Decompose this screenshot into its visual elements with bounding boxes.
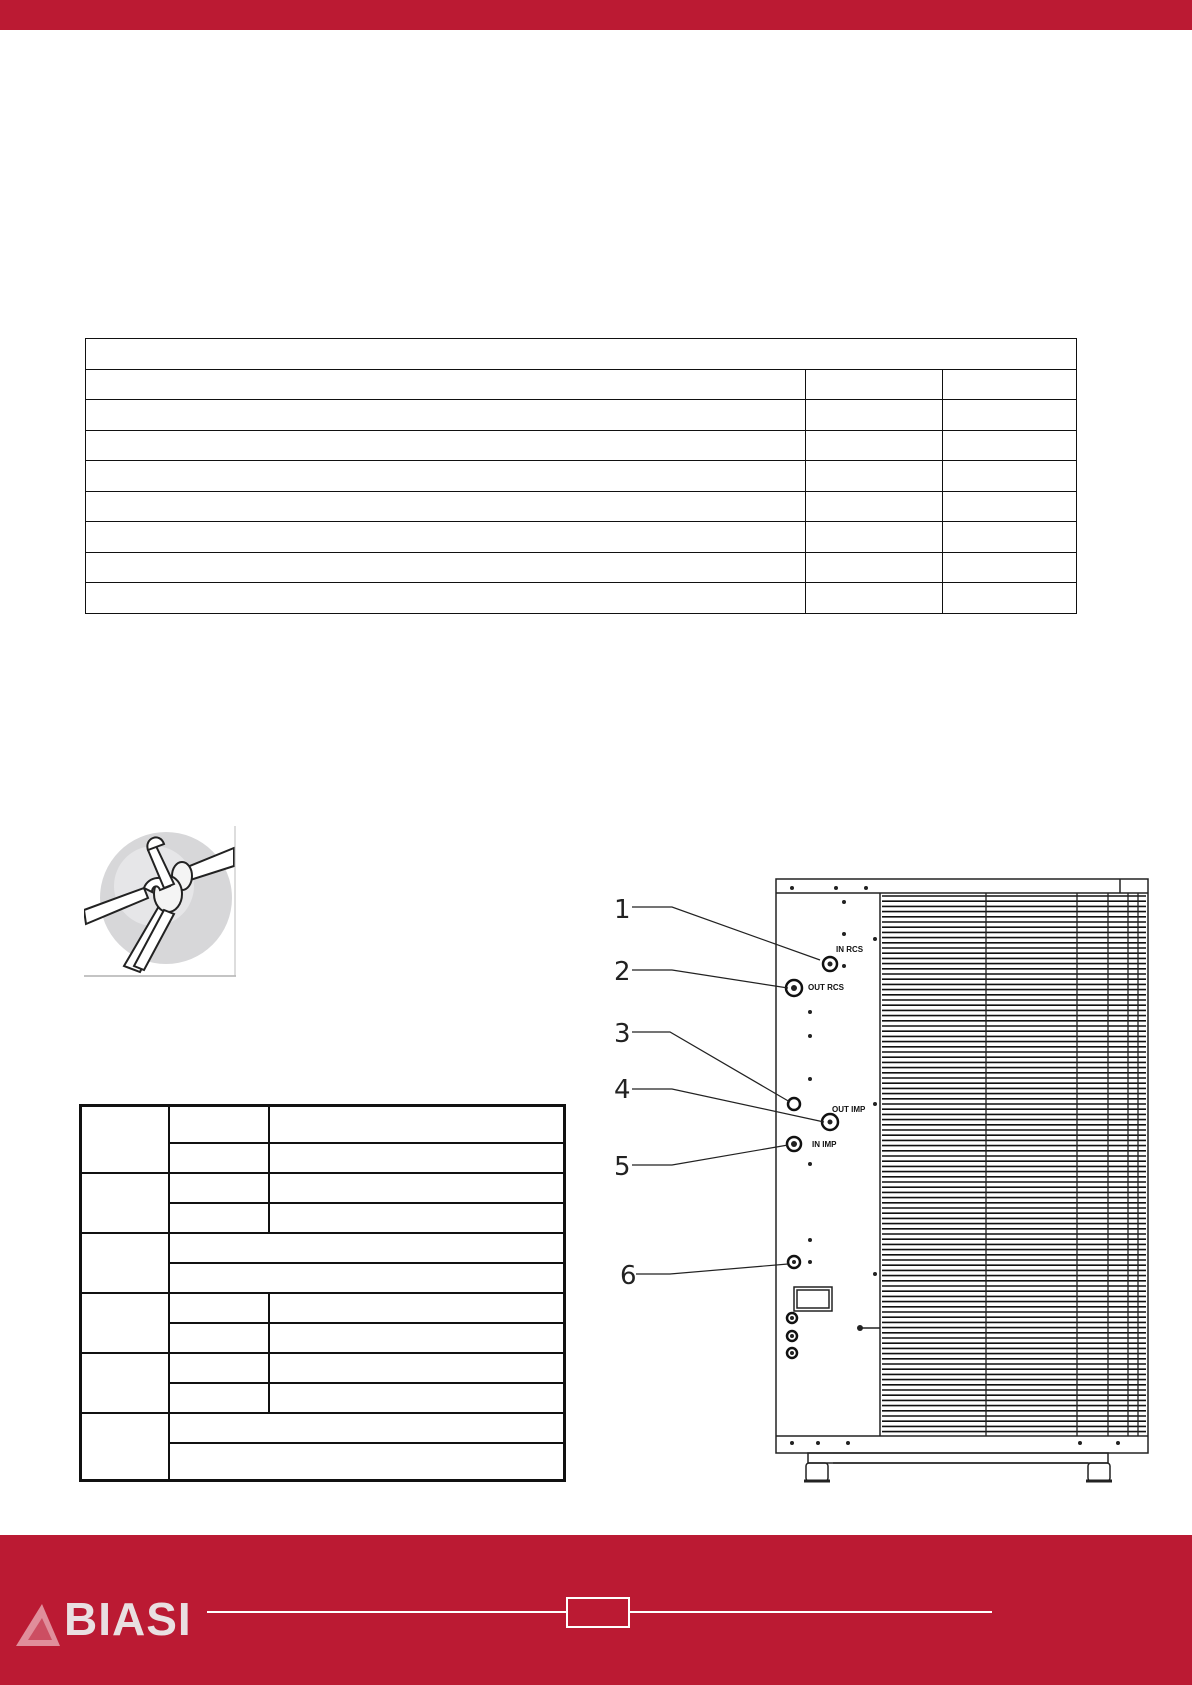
label-out-imp: OUT IMP (832, 1105, 866, 1114)
table-cell (269, 1173, 565, 1203)
table-cell (169, 1323, 269, 1353)
table-cell (269, 1323, 565, 1353)
callout-3: 3 (614, 1019, 631, 1049)
label-in-imp: IN IMP (812, 1140, 837, 1149)
table-cell (169, 1233, 565, 1263)
table-row (81, 1173, 565, 1203)
table-cell (81, 1353, 170, 1413)
page-number-box (566, 1597, 630, 1628)
table-cell (169, 1263, 565, 1293)
wrench-tightening-illustration (84, 826, 236, 978)
table-cell (806, 522, 943, 553)
table-row (86, 461, 1077, 492)
callout-5: 5 (614, 1152, 631, 1182)
logo-text: BIASI (64, 1593, 192, 1645)
table-row (81, 1353, 565, 1383)
callout-6: 6 (620, 1261, 637, 1291)
table-cell (169, 1143, 269, 1173)
table-cell (269, 1353, 565, 1383)
table-row (86, 522, 1077, 553)
table-row (86, 552, 1077, 583)
table-cell (269, 1143, 565, 1173)
table-cell (806, 400, 943, 431)
table-cell (86, 430, 806, 461)
label-in-rcs: IN RCS (836, 945, 864, 954)
table-row (86, 400, 1077, 431)
table-cell (943, 400, 1077, 431)
top-color-band (0, 0, 1192, 30)
table-cell (169, 1413, 565, 1443)
table-cell (943, 583, 1077, 614)
table-cell (269, 1203, 565, 1233)
label-out-rcs: OUT RCS (808, 983, 844, 992)
table-cell (169, 1383, 269, 1413)
table-cell (169, 1106, 269, 1144)
table-cell (169, 1203, 269, 1233)
table-cell (269, 1106, 565, 1144)
table-cell (86, 491, 806, 522)
table-row (86, 339, 1077, 370)
table-cell (86, 369, 806, 400)
fitting-3 (788, 1098, 800, 1110)
table-cell (806, 583, 943, 614)
table-cell (943, 522, 1077, 553)
table-cell (169, 1353, 269, 1383)
table-cell (86, 522, 806, 553)
table-cell (169, 1293, 269, 1323)
table-cell (269, 1293, 565, 1323)
table-cell (269, 1383, 565, 1413)
table-cell (86, 461, 806, 492)
table-cell (943, 491, 1077, 522)
table-cell (806, 461, 943, 492)
table-cell (86, 583, 806, 614)
table-cell (943, 552, 1077, 583)
table-cell (86, 400, 806, 431)
table-cell (806, 552, 943, 583)
table-row (81, 1106, 565, 1144)
table-row (81, 1293, 565, 1323)
table-cell (806, 491, 943, 522)
table-cell (81, 1413, 170, 1481)
table-row (86, 491, 1077, 522)
table-row (86, 583, 1077, 614)
callout-4: 4 (614, 1075, 631, 1105)
table-row (86, 369, 1077, 400)
table-cell (81, 1233, 170, 1293)
table-cell (81, 1106, 170, 1174)
table-cell (169, 1173, 269, 1203)
table-cell (943, 430, 1077, 461)
table-cell (169, 1443, 565, 1481)
technical-data-table (85, 338, 1077, 614)
table-row (81, 1233, 565, 1263)
table-cell (806, 369, 943, 400)
table-cell (81, 1173, 170, 1233)
table-cell (943, 369, 1077, 400)
callout-2: 2 (614, 957, 631, 987)
table-cell (943, 461, 1077, 492)
table-cell (806, 430, 943, 461)
callout-1: 1 (614, 895, 631, 925)
connection-table (79, 1104, 566, 1482)
footer-rule-left (207, 1611, 566, 1613)
footer-rule-right (630, 1611, 992, 1613)
table-header-cell (86, 339, 1077, 370)
table-cell (81, 1293, 170, 1353)
table-cell (86, 552, 806, 583)
table-row (86, 430, 1077, 461)
table-row (81, 1413, 565, 1443)
heat-pump-unit-drawing (608, 876, 1156, 1488)
